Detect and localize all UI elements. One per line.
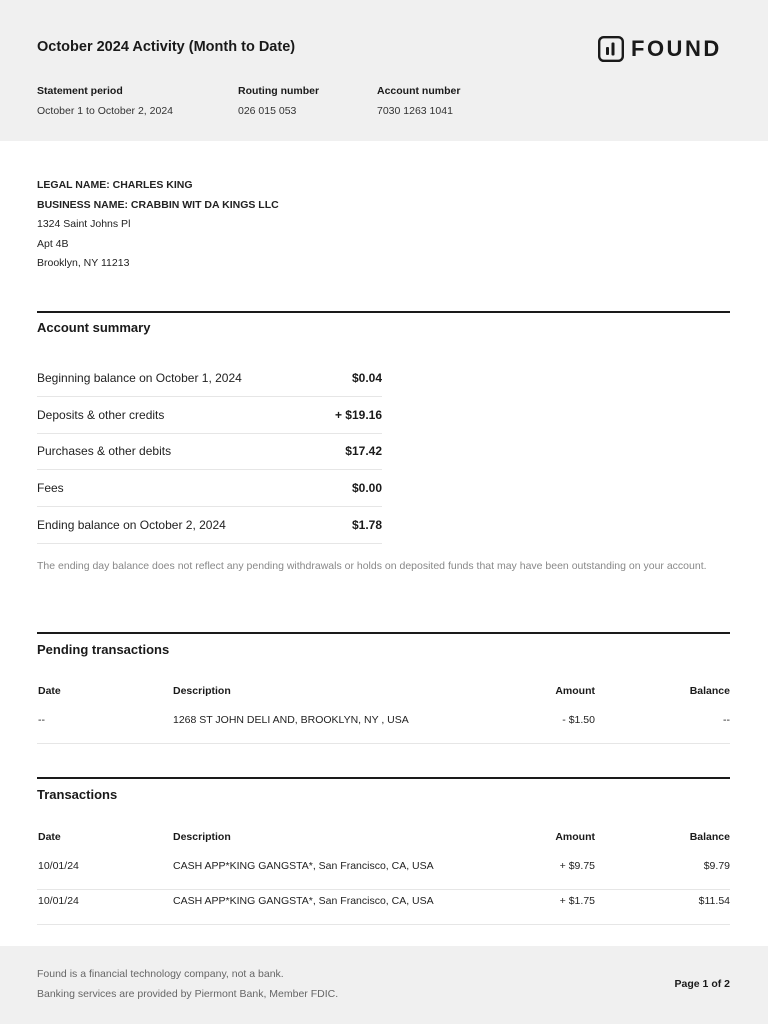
section-divider: [37, 311, 730, 313]
row-amount: + $9.75: [559, 860, 595, 872]
row-balance: $11.54: [698, 895, 730, 907]
summary-amount: $0.00: [351, 481, 382, 496]
column-header-date: Date: [38, 831, 61, 843]
statement-period: [37, 85, 173, 117]
summary-amount: $0.04: [351, 370, 382, 385]
summary-row-fees: [37, 470, 382, 507]
account-number-label: Account number: [377, 85, 461, 97]
pending-table-header: [37, 683, 730, 699]
page-number: Page 1 of 2: [674, 978, 730, 990]
footer-line: Found is a financial technology company, not a bank.: [37, 968, 284, 980]
account-number-value: 7030 1263 1041: [377, 105, 453, 117]
routing-number-value: 026 015 053: [238, 105, 297, 117]
transactions-title: Transactions: [37, 787, 118, 802]
summary-amount: $1.78: [351, 518, 382, 533]
summary-label: Deposits & other credits: [37, 407, 165, 422]
legal-name: LEGAL NAME: CHARLES KING: [37, 179, 193, 191]
summary-row-purchases: [37, 434, 382, 471]
row-balance: $9.79: [703, 860, 730, 872]
row-date: 10/01/24: [38, 860, 79, 872]
table-row: [37, 708, 730, 744]
account-summary-table: [37, 360, 382, 544]
footer-line: Banking services are provided by Piermont Bank, Member FDIC.: [37, 988, 339, 1000]
column-header-description: Description: [173, 685, 231, 697]
column-header-amount: Amount: [555, 685, 595, 697]
business-name: BUSINESS NAME: CRABBIN WIT DA KINGS LLC: [37, 198, 279, 211]
balance-disclaimer: The ending day balance does not reflect any pending withdrawals or holds on deposited funds that may have been outstanding on your account.: [37, 560, 707, 572]
summary-label: Fees: [37, 481, 64, 496]
row-description: CASH APP*KING GANGSTA*, San Francisco, CA, USA: [173, 895, 434, 907]
statement-header: [0, 0, 768, 141]
row-date: 10/01/24: [38, 895, 79, 907]
row-amount: + $1.75: [559, 895, 595, 907]
section-divider: [37, 632, 730, 634]
summary-label: Ending balance on October 2, 2024: [37, 518, 226, 533]
summary-label: Purchases & other debits: [37, 444, 172, 459]
address-city: Brooklyn, NY 11213: [37, 257, 130, 270]
summary-label: Beginning balance on October 1, 2024: [37, 370, 242, 385]
address-street: 1324 Saint Johns Pl: [37, 218, 131, 231]
statement-title: October 2024 Activity (Month to Date): [37, 39, 296, 55]
table-row: [37, 889, 730, 925]
summary-row-deposits: [37, 397, 382, 434]
row-amount: - $1.50: [562, 714, 595, 726]
routing-number-label: Routing number: [238, 85, 320, 97]
footer-disclaimer: [37, 966, 338, 1006]
pending-transactions-title: Pending transactions: [37, 642, 170, 657]
row-description: CASH APP*KING GANGSTA*, San Francisco, CA, USA: [173, 860, 434, 872]
summary-row-ending-balance: [37, 507, 382, 544]
summary-amount: + $19.16: [334, 407, 382, 422]
summary-amount: $17.42: [345, 444, 382, 459]
found-logo-icon: [598, 36, 624, 62]
routing-number: [238, 85, 319, 117]
column-header-balance: Balance: [689, 831, 730, 843]
address-apt: Apt 4B: [37, 237, 69, 250]
row-balance: --: [723, 714, 730, 726]
account-number: [377, 85, 460, 117]
statement-period-label: Statement period: [37, 85, 123, 97]
account-summary-title: Account summary: [37, 320, 151, 335]
table-row: [37, 854, 730, 890]
statement-footer: [0, 946, 768, 1024]
column-header-date: Date: [38, 685, 61, 697]
brand-logo: [598, 33, 722, 65]
account-holder-address: [37, 178, 279, 276]
column-header-amount: Amount: [555, 831, 595, 843]
row-description: 1268 ST JOHN DELI AND, BROOKLYN, NY , USA: [173, 714, 409, 726]
statement-period-value: October 1 to October 2, 2024: [37, 105, 173, 117]
column-header-description: Description: [173, 831, 231, 843]
transactions-table-header: [37, 829, 730, 845]
column-header-balance: Balance: [689, 685, 730, 697]
section-divider: [37, 777, 730, 779]
row-date: --: [38, 714, 45, 726]
summary-row-beginning-balance: [37, 360, 382, 397]
brand-name: FOUND: [631, 36, 722, 61]
